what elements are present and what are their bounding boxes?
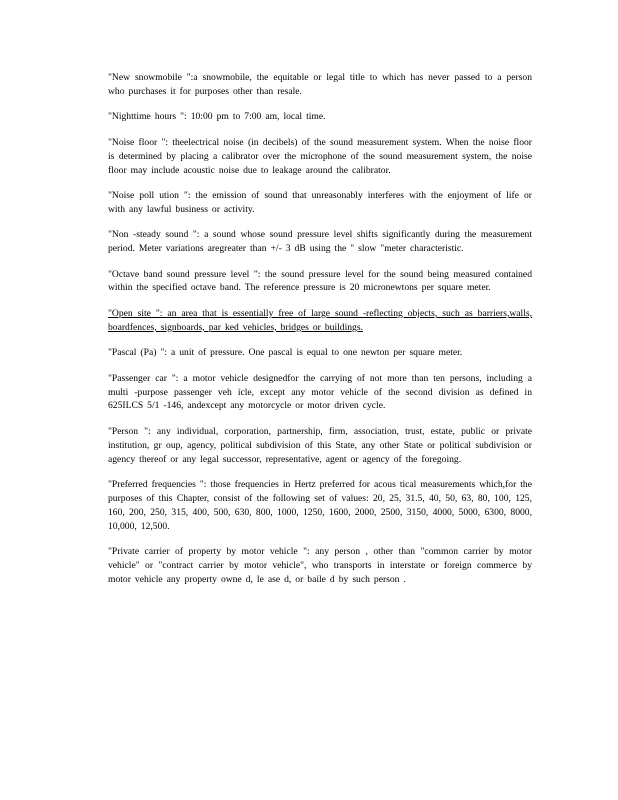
definition-octave-band-sound-pressure-level: "Octave band sound pressure level ": the sound pressure level for the sound being measured contained within the specified octave band. The reference pressure is 20 micronewtons per square meter. <box>108 268 532 294</box>
definition-preferred-frequencies: "Preferred frequencies ": those frequencies in Hertz preferred for acous tical measurements which,for the purposes of this Chapter, consist of the following set of values: 20, 25, 31.5, 40, 50, 63, 80, 100, 125, 160, 200, 250, 315, 400, 500, 630, 800, 1000, 1250, 1600, 2000, 2500, 3150, 4000, 5000, 6300, 8000, 10,000, 12,500. <box>108 479 532 532</box>
definition-new-snowmobile: "New snowmobile ":a snowmobile, the equitable or legal title to which has never passed to a person who purchases it for purposes other than resale. <box>108 72 532 97</box>
definition-noise-pollution: "Noise poll ution ": the emission of sound that unreasonably interferes with the enjoyment of life or with any lawful business or activity. <box>108 189 532 215</box>
definition-private-carrier-of-property: "Private carrier of property by motor vehicle ": any person , other than "common carrier by motor vehicle" or "contract carrier by motor vehicle", who transports in interstate or foreign commerce by motor vehicle any property owne d, le ase d, or baile d by such person . <box>108 546 532 585</box>
definition-person: "Person ": any individual, corporation, partnership, firm, association, trust, estate, public or private institution, gr oup, agency, political subdivision of this State, any other State or political subdivision or agency thereof or any legal successor, representative, agent or agency of the foregoing. <box>108 425 532 465</box>
definition-open-site: "Open site ": an area that is essentially free of large sound -reflecting objects, such as barriers,walls, boardfences, signboards, par ked vehicles, bridges or buildings. <box>108 307 532 333</box>
definition-non-steady-sound: "Non -steady sound ": a sound whose sound pressure level shifts significantly during the measurement period. Meter variations aregreater than +/- 3 dB using the " slow "meter characteristic. <box>108 229 532 255</box>
definition-noise-floor: "Noise floor ": theelectrical noise (in decibels) of the sound measurement system. When the noise floor is determined by placing a calibrator over the microphone of the sound measurement system, the noise floor may include acoustic noise due to leakage around the calibrator. <box>108 136 532 176</box>
definitions-list <box>108 71 532 598</box>
definition-passenger-car: "Passenger car ": a motor vehicle designedfor the carrying of not more than ten persons, including a multi -purpose passenger veh icle, except any motor vehicle of the second division as defined in 625ILCS 5/1 -146, andexcept any motorcycle or motor driven cycle. <box>108 372 532 412</box>
definition-pascal: "Pascal (Pa) ": a unit of pressure. One pascal is equal to one newton per square meter. <box>108 347 463 359</box>
definition-nighttime-hours: "Nighttime hours ": 10:00 pm to 7:00 am, local time. <box>108 111 326 123</box>
